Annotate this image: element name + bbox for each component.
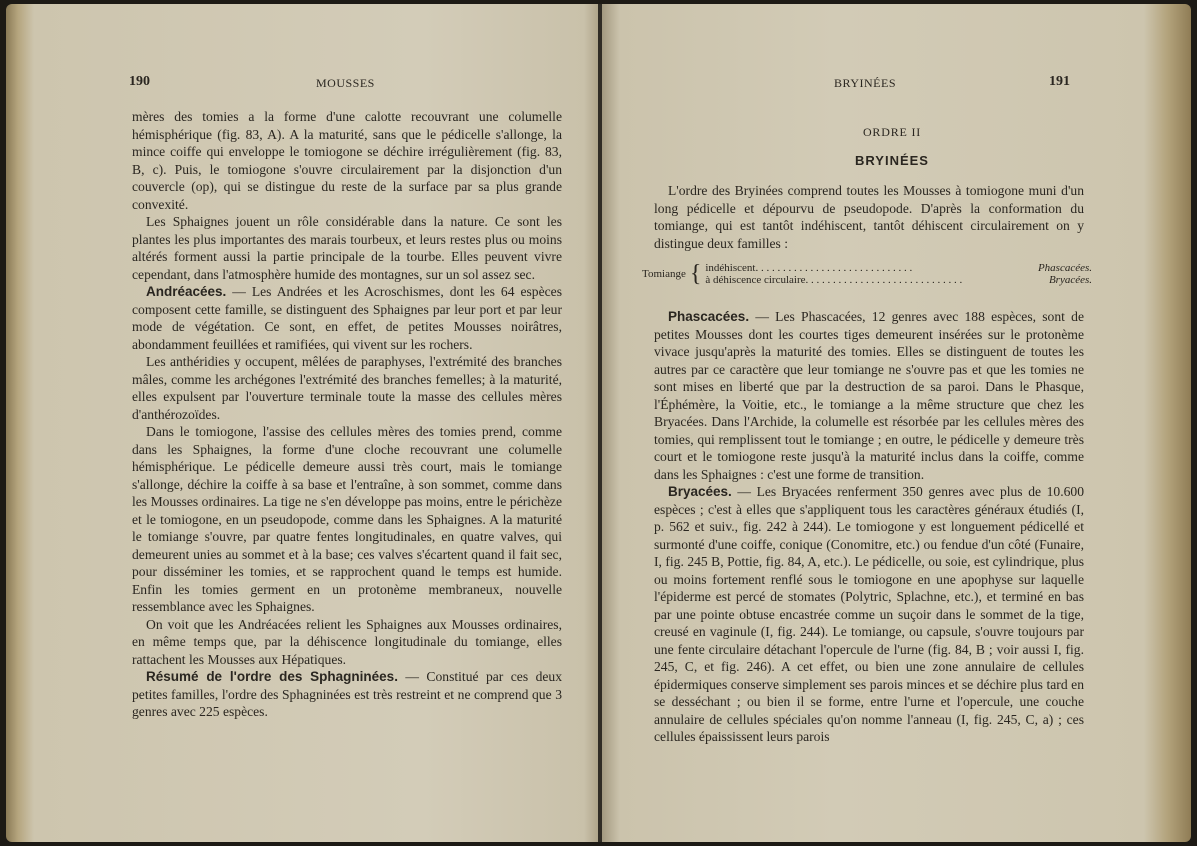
left-page [6,4,602,842]
table-row: à déhiscence circulaire . . . . . . . . . . . . . . . . . . . . . . . . . . . . . Bryacées. [705,274,1092,286]
intro-paragraph: L'ordre des Bryinées comprend toutes les Mousses à tomiogone muni d'un long pédicelle et dépourvu de pseudopode. D'après la conformation du tomiange, qui est tantôt indéhiscent, tantôt déhiscent circulairement on y distingue deux familles : [654,183,1084,251]
page-number: 190 [129,74,150,89]
table-row: indéhiscent . . . . . . . . . . . . . . . . . . . . . . . . . . . . . Phascacées. [705,262,1092,274]
paragraph: mères des tomies a la forme d'une calotte recouvrant une columelle hémisphérique (fig. 83, A). A la maturité, sans que le pédicelle s'allonge, la mince coiffe qui enveloppe le tomiogone se déchire irrégulièrement (fig. 83, B, c). Puis, le tomiogone s'ouvre circulairement par la disjonction d'un couvercle (op), qui se distingue du reste de la surface par sa plus grande convexité. [132,109,562,212]
paragraph: Les Sphaignes jouent un rôle considérable dans la nature. Ce sont les plantes les plus importantes des marais tourbeux, et leurs restes plus ou moins altérés forment aussi la partie principale de la tourbe. Elles peuvent vivre cependant, dans l'atmosphère humide des montagnes, sur un sol assez sec. [132,214,562,282]
running-header: MOUSSES [316,76,375,90]
order-title: BRYINÉES [855,153,929,168]
paragraph: Andréacées. — Les Andrées et les Acroschismes, dont les 64 espèces composent cette famille, se distinguent des Sphaignes par leur port et par leur mode de végétation. Ce sont, en effet, de petites Mousses noirâtres, abondamment feuillées et ramifiées, qui vivent sur les rochers. [132,284,562,352]
section-label: Andréacées. [146,284,227,299]
paragraph: Dans le tomiogone, l'assise des cellules mères des tomies prend, comme dans les Sphaignes, la forme d'une cloche recouvrant une columelle hémisphérique. Le pédicelle demeure aussi très court, mais le tomiange s'allonge, déchire la coiffe à sa base et l'entraîne, à son sommet, comme dans les Mousses ordinaires. La tige ne s'en développe pas moins, entre le périchèze et le tomiogone, en un pseudopode, comme dans les Sphaignes. A la maturité le tomiange s'ouvre, par quatre fentes longitudinales, en quatre valves, qui demeurent unies au sommet et à la base; ces valves s'écartent quand il fait sec, pour disséminer les tomies, et se rapprochent quand le temps est humide. Enfin les tomies germent en un protonème membraneux, nouvelle ressemblance avec les Sphaignes. [132,424,562,614]
brace-icon: { [689,261,702,287]
right-page [602,4,1191,842]
paragraph: Phascacées. — Les Phascacées, 12 genres avec 188 espèces, sont de petites Mousses dont les courtes tiges demeurent insérées sur le protonème vivace jusqu'après la maturité des tomies. Elles se distinguent de toutes les autres par ce caractère que leur tomiange ne s'ouvre pas et que les tomies ne sont mises en liberté que par la destruction de sa paroi. Dans le Phasque, l'Éphémère, la Voitie, etc., le tomiange a la même structure que chez les Bryacées. Dans l'Archide, la columelle est résorbée par les cellules mères des tomies, qui remplissent tout le tomiange ; en outre, le pédicelle y demeure très court et le tomiogone reste jusqu'à la maturité inclus dans la coiffe, comme dans les Sphaignes : c'est une forme de transition. [654,309,1084,482]
section-label: Phascacées. [668,309,750,324]
text-column [654,308,1084,746]
paragraph: Les anthéridies y occupent, mêlées de paraphyses, l'extrémité des branches mâles, comme les archégones l'extrémité des branches femelles; à la maturité, elles expulsent par l'ouverture terminale toute la masse des cellules mères d'anthérozoïdes. [132,354,562,422]
section-label: Résumé de l'ordre des Sphagninées. [146,669,398,684]
paragraph: Bryacées. — Les Bryacées renferment 350 genres avec plus de 10.600 espèces ; c'est à elles que s'appliquent tous les caractères généraux étudiés (I, p. 562 et suiv., fig. 242 à 244). Le tomiogone y est longuement pédicellé et surmonté d'une coiffe, conique (Conomitre, etc.) ou fendue d'un côté (Funaire, I, fig. 245 B, Pottie, fig. 84, A, etc.). Le pédicelle, ou soie, est cylindrique, plus ou moins fortement renflé sous le tomiogone en une apophyse sur laquelle l'épiderme est percé de stomates (Polytric, Splachne, etc.), et terminé en bas par une pointe obtuse encastrée comme un suçoir dans le sommet de la tige, creusé en vaginule (I, fig. 244). Le tomiange, ou capsule, s'ouvre toujours par une fente circulaire détachant l'opercule de l'urne (fig. 84, B ; voir aussi I, fig. 245, C, et fig. 246). A cet effet, ou bien une zone annulaire de cellules épidermiques conserve simplement ses parois minces et se déchire plus tard en se desséchant ; ou bien il se forme, entre l'urne et l'opercule, une couche annulaire de cellules spéciales qu'on nomme l'anneau (I, fig. 245, C, a) ; ces cellules épaississent leurs parois [654,484,1084,744]
paragraph: On voit que les Andréacées relient les Sphaignes aux Mousses ordinaires, en même temps que, par la déhiscence longitudinale du tomiange, elles rattachent les Mousses aux Hépatiques. [132,616,562,667]
open-book [6,4,1191,842]
text-column [132,108,562,721]
order-label: ORDRE II [862,125,922,139]
table-group-label: Tomiange [642,268,686,280]
running-header: BRYINÉES [834,76,897,90]
page-number: 191 [1049,74,1070,89]
section-label: Bryacées. [668,484,732,499]
classification-table [642,262,1092,286]
leader-dots: . . . . . . . . . . . . . . . . . . . . . . . . . . . . . [805,274,963,286]
paragraph: Résumé de l'ordre des Sphagninées. — Constitué par ces deux petites familles, l'ordre des Sphagninées est très restreint et ne comprend que 3 genres avec 225 espèces. [132,669,562,719]
leader-dots: . . . . . . . . . . . . . . . . . . . . . . . . . . . . . [755,262,913,274]
